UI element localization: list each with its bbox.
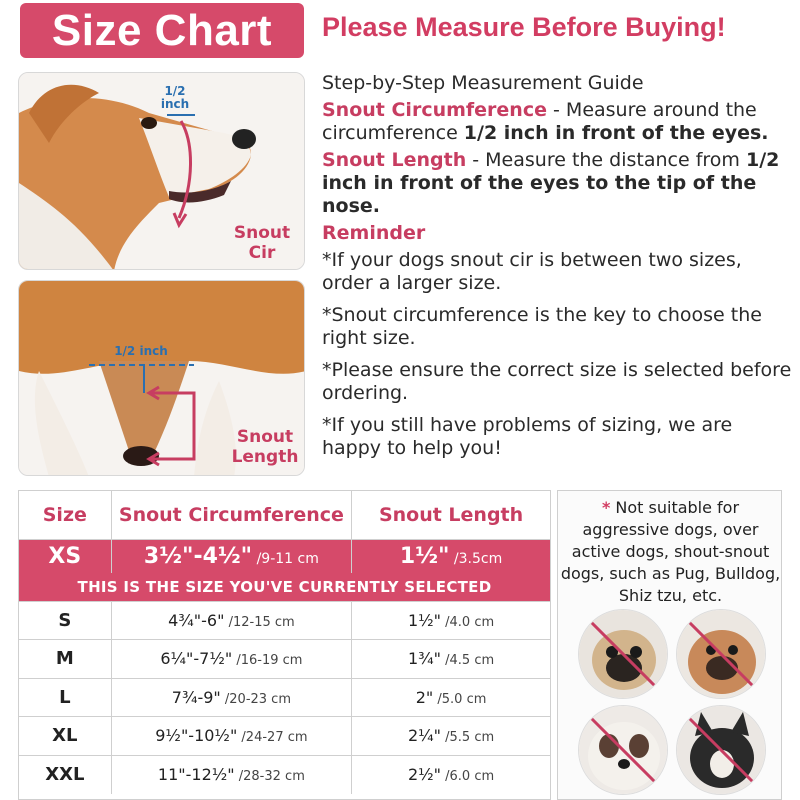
size-cell: XL bbox=[19, 717, 111, 756]
bulldog-photo bbox=[676, 609, 766, 699]
circumference-cell: 6¼"-7½" /16-19 cm bbox=[111, 640, 351, 679]
length-cell: 2¼" /5.5 cm bbox=[352, 717, 550, 756]
selected-circumference: 3½"-4½" /9-11 cm bbox=[111, 539, 351, 573]
length-cell: 2½" /6.0 cm bbox=[407, 765, 495, 784]
reminder-note: *If your dogs snout cir is between two sizes, order a larger size. bbox=[322, 249, 742, 294]
half-inch-label: 1/2 inch bbox=[160, 84, 190, 111]
selected-size-banner: THIS IS THE SIZE YOU'VE CURRENTLY SELECTED bbox=[19, 573, 550, 601]
warning-text: * Not suitable for aggressive dogs, over active dogs, shout-snout dogs, such as Pug, Bulldog, Shiz tzu, etc. bbox=[560, 498, 781, 605]
selected-size: XS bbox=[19, 539, 111, 573]
reminder-note: *Please ensure the correct size is selected before ordering. bbox=[322, 359, 792, 404]
selected-length: 1½" /3.5cm bbox=[352, 539, 550, 573]
circumference-cell: 11"-12½" /28-32 cm bbox=[111, 755, 351, 794]
reminder-note: *If you still have problems of sizing, we are happy to help you! bbox=[322, 414, 733, 459]
table-row[interactable] bbox=[19, 601, 550, 640]
pug-photo bbox=[578, 609, 668, 699]
size-chart-title: Size Chart bbox=[20, 3, 304, 58]
size-table bbox=[18, 490, 551, 800]
column-header-snout-circumference: Snout Circumference bbox=[111, 491, 351, 539]
table-row[interactable] bbox=[19, 678, 550, 717]
size-cell: L bbox=[19, 678, 111, 717]
table-row[interactable] bbox=[19, 640, 550, 679]
reminder-note: *Snout circumference is the key to choose the right size. bbox=[322, 304, 762, 349]
selected-banner-row bbox=[19, 573, 550, 601]
length-cell: 2" /5.0 cm bbox=[352, 678, 550, 717]
french-bulldog-photo bbox=[676, 705, 766, 795]
circumference-cell: 7¾-9" /20-23 cm bbox=[111, 678, 351, 717]
table-row[interactable] bbox=[19, 717, 550, 756]
snout-length-instructions: Snout Length - Measure the distance from 1/2 inch in front of the eyes to the tip of the nose. bbox=[322, 149, 780, 217]
shih-tzu-photo bbox=[578, 705, 668, 795]
circumference-cell: 9½"-10½" /24-27 cm bbox=[111, 717, 351, 756]
guide-title: Step-by-Step Measurement Guide bbox=[322, 72, 644, 94]
snout-length-photo bbox=[18, 280, 305, 476]
table-header-row bbox=[19, 491, 550, 539]
selected-size-row[interactable] bbox=[19, 539, 550, 573]
circumference-cell: 4¾"-6" /12-15 cm bbox=[111, 601, 351, 640]
size-cell: S bbox=[19, 601, 111, 640]
size-cell: M bbox=[19, 640, 111, 679]
snout-circumference-photo bbox=[18, 72, 305, 270]
snout-cir-label: Snout Cir bbox=[233, 223, 291, 263]
snout-length-label: Snout Length bbox=[231, 427, 299, 467]
snout-circumference-instructions: Snout Circumference - Measure around the circumference 1/2 inch in front of the eyes. bbox=[322, 99, 769, 144]
length-cell: 1¾" /4.5 cm bbox=[352, 640, 550, 679]
half-inch-label-2: 1/2 inch bbox=[114, 344, 168, 358]
reminder-title: Reminder bbox=[322, 222, 426, 244]
length-cell: 1½" /4.0 cm bbox=[352, 601, 550, 640]
measurement-guide bbox=[322, 72, 792, 469]
table-row[interactable] bbox=[19, 755, 550, 794]
column-header-snout-length: Snout Length bbox=[352, 491, 550, 539]
column-header-size: Size bbox=[19, 491, 111, 539]
size-cell: XXL bbox=[19, 755, 111, 794]
warning-panel bbox=[557, 490, 782, 800]
headline: Please Measure Before Buying! bbox=[322, 12, 726, 42]
